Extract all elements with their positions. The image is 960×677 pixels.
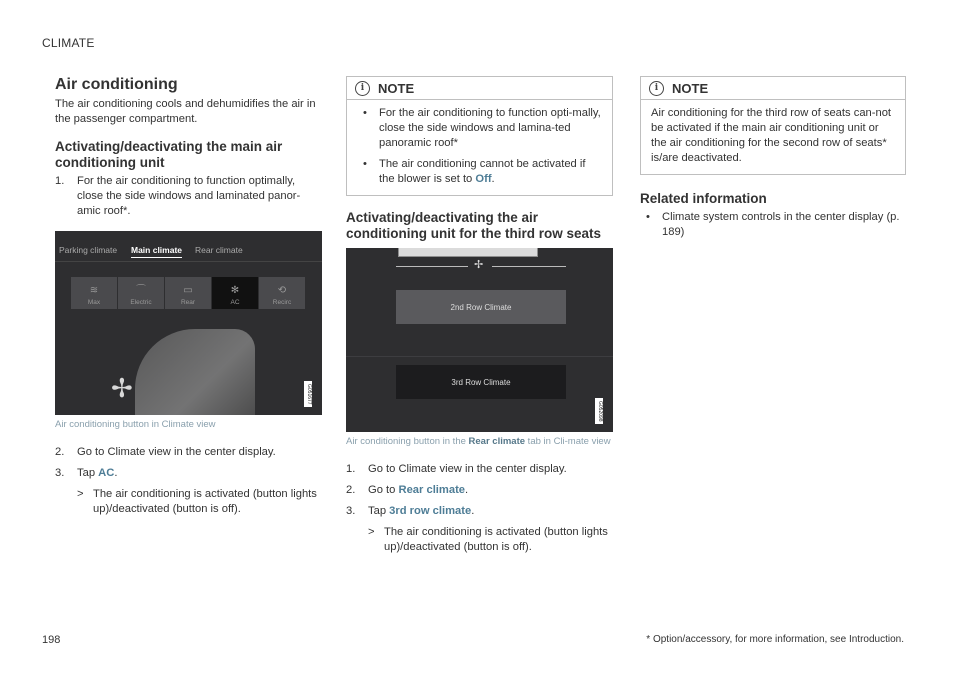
button-label: Electric bbox=[130, 299, 152, 306]
note-body bbox=[347, 100, 612, 187]
intro-text: The air conditioning cools and dehumidifies the air in the passenger compartment. bbox=[55, 98, 316, 125]
step-number: 3. bbox=[55, 467, 65, 479]
step-text: Tap bbox=[368, 505, 390, 517]
step-1 bbox=[346, 462, 613, 477]
image-code: G052098 bbox=[595, 398, 603, 424]
climate-tabs bbox=[55, 231, 322, 262]
electric-defrost-icon: ⌒ bbox=[136, 285, 146, 296]
second-row-climate-button: 2nd Row Climate bbox=[396, 290, 566, 324]
column-2 bbox=[346, 76, 613, 561]
divider-line bbox=[492, 266, 566, 267]
electric-defrost-button bbox=[118, 277, 164, 309]
page-title: Air conditioning bbox=[55, 76, 178, 93]
note-title: NOTE bbox=[672, 80, 709, 96]
highlight-ac: AC bbox=[98, 467, 115, 479]
note-bullet bbox=[357, 106, 602, 151]
result-text: The air conditioning is activated (button lights up)/deactivated (button is off). bbox=[93, 488, 317, 515]
related-heading: Related information bbox=[640, 191, 767, 206]
step-result bbox=[55, 487, 322, 517]
step-result bbox=[346, 525, 613, 555]
step-1 bbox=[55, 174, 322, 219]
step-text-end: . bbox=[114, 467, 118, 479]
footnote: * Option/accessory, for more information, see Introduction. bbox=[646, 634, 904, 645]
climate-button-row bbox=[71, 277, 305, 309]
section-heading: Activating/deactivating the air conditioning unit for the third row seats bbox=[346, 210, 601, 241]
highlight-3rd-row-climate: 3rd row climate bbox=[389, 505, 472, 517]
step-3 bbox=[346, 504, 613, 519]
button-label: Rear bbox=[180, 299, 196, 306]
step-number: 3. bbox=[346, 505, 356, 517]
section-heading: Activating/deactivating the main air conditioning unit bbox=[55, 139, 283, 170]
step-number: 2. bbox=[55, 446, 65, 458]
page-number: 198 bbox=[42, 634, 61, 646]
bullet-dot: • bbox=[363, 158, 367, 170]
step-number: 1. bbox=[55, 175, 65, 187]
column-1 bbox=[55, 76, 322, 523]
note-body bbox=[641, 100, 905, 166]
rear-defrost-button bbox=[165, 277, 211, 309]
step-text: Go to Climate view in the center display. bbox=[368, 463, 567, 475]
ac-button bbox=[212, 277, 258, 309]
fan-icon: ✢ bbox=[474, 259, 484, 271]
related-link[interactable] bbox=[640, 210, 906, 240]
note-header bbox=[641, 77, 905, 100]
rear-climate-screenshot bbox=[346, 248, 613, 432]
climate-screenshot bbox=[55, 231, 322, 415]
note-bullet bbox=[357, 157, 602, 187]
related-link-text[interactable]: Climate system controls in the center display (p. 189) bbox=[662, 211, 900, 238]
tab-parking-climate: Parking climate bbox=[59, 245, 118, 255]
fan-icon: ✢ bbox=[111, 373, 133, 403]
recirc-button bbox=[259, 277, 305, 309]
tab-rear-climate: Rear climate bbox=[195, 245, 243, 255]
button-label: AC bbox=[230, 299, 240, 306]
step-2 bbox=[55, 445, 322, 460]
result-text: The air conditioning is activated (button lights up)/deactivated (button is off). bbox=[384, 526, 608, 553]
info-icon: i bbox=[649, 81, 664, 96]
section-label: CLIMATE bbox=[42, 36, 95, 50]
note-text: Air conditioning for the third row of seats can-not be activated if the main air conditioning unit or the air conditioning for the second row of seats* is/are deactivated. bbox=[651, 107, 892, 164]
step-text: Go to Climate view in the center display. bbox=[77, 446, 276, 458]
caption-text: Air conditioning button in the bbox=[346, 436, 469, 447]
step-text: For the air conditioning to function optimally, close the side windows and laminated panor-amic roof*. bbox=[77, 175, 301, 217]
step-number: 1. bbox=[346, 463, 356, 475]
bullet-text: The air conditioning cannot be activated if the blower is set to bbox=[379, 158, 586, 185]
result-marker: > bbox=[368, 526, 375, 538]
recirc-icon: ⟲ bbox=[277, 285, 287, 296]
step-2 bbox=[346, 483, 613, 498]
figure-caption bbox=[346, 436, 613, 448]
note-header bbox=[347, 77, 612, 100]
step-text-end: . bbox=[471, 505, 475, 517]
bullet-dot: • bbox=[646, 211, 650, 223]
step-number: 2. bbox=[346, 484, 356, 496]
button-label: Max bbox=[87, 299, 101, 306]
ac-snowflake-icon: ✻ bbox=[230, 285, 240, 296]
max-defrost-button bbox=[71, 277, 117, 309]
note-title: NOTE bbox=[378, 80, 415, 96]
highlight-off: Off bbox=[475, 173, 492, 185]
note-box bbox=[346, 76, 613, 196]
caption-text-end: tab in Cli-mate view bbox=[525, 436, 611, 447]
tab-main-climate: Main climate bbox=[131, 245, 182, 258]
step-text-end: . bbox=[465, 484, 469, 496]
divider-line bbox=[396, 266, 468, 267]
third-row-climate-button: 3rd Row Climate bbox=[396, 365, 566, 399]
tab-strip bbox=[398, 248, 538, 258]
rear-defrost-icon: ▭ bbox=[183, 285, 193, 296]
highlight-rear-climate: Rear climate bbox=[398, 484, 466, 496]
step-text: Go to bbox=[368, 484, 399, 496]
seat-graphic bbox=[135, 329, 255, 415]
step-text: Tap bbox=[77, 467, 99, 479]
button-label: Recirc bbox=[272, 299, 292, 306]
info-icon: i bbox=[355, 81, 370, 96]
step-3 bbox=[55, 466, 322, 481]
bullet-dot: • bbox=[363, 107, 367, 119]
bullet-text: For the air conditioning to function opti-mally, close the side windows and lamina-ted panoramic roof* bbox=[379, 107, 601, 149]
column-3 bbox=[640, 76, 906, 240]
bullet-text-end: . bbox=[491, 173, 495, 185]
defrost-max-icon: ≋ bbox=[89, 285, 99, 296]
note-box bbox=[640, 76, 906, 175]
result-marker: > bbox=[77, 488, 84, 500]
image-code: G051677 bbox=[304, 381, 312, 407]
caption-highlight: Rear climate bbox=[468, 436, 526, 447]
figure-caption: Air conditioning button in Climate view bbox=[55, 419, 216, 430]
panel-divider bbox=[346, 356, 613, 357]
